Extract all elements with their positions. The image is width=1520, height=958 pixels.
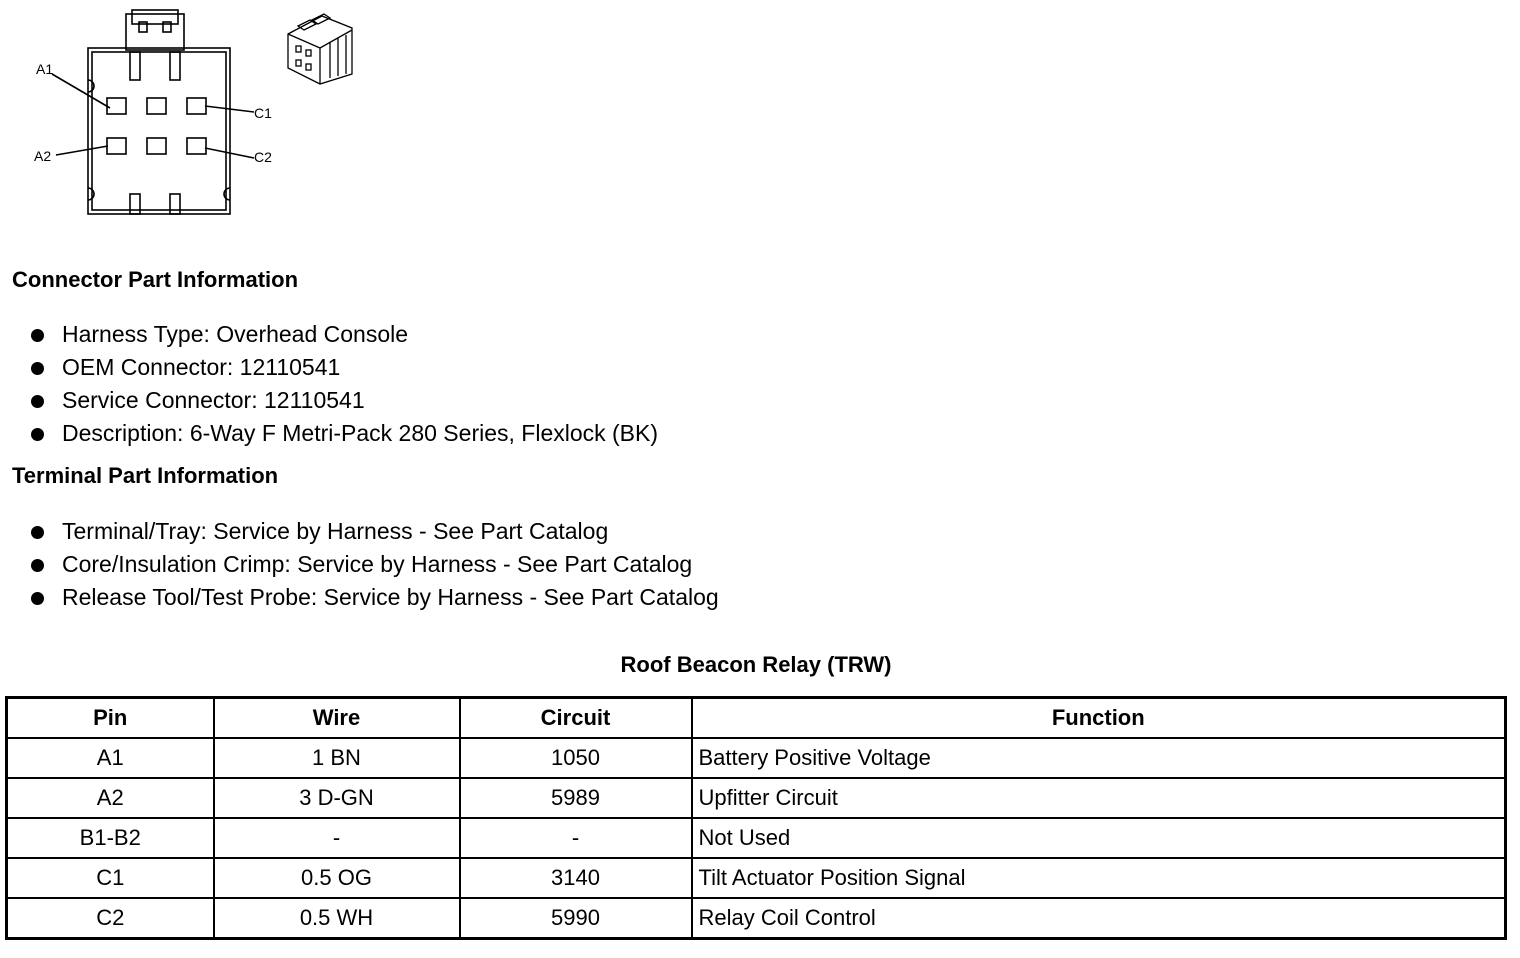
table-row: [7, 858, 1506, 898]
circuit-cell: 1050: [460, 738, 692, 778]
pin-cell: C2: [7, 898, 214, 939]
list-item: Terminal/Tray: Service by Harness - See Part Catalog: [30, 515, 719, 548]
label-c1: C1: [254, 105, 272, 121]
header-function: Function: [692, 698, 1506, 739]
label-a2: A2: [34, 148, 52, 164]
circuit-cell: 5989: [460, 778, 692, 818]
header-wire: Wire: [214, 698, 460, 739]
list-item: Release Tool/Test Probe: Service by Harness - See Part Catalog: [30, 581, 719, 614]
terminal-part-info-list: [30, 515, 719, 614]
cavity-b1: [147, 98, 166, 114]
table-row: [7, 818, 1506, 858]
function-cell: Tilt Actuator Position Signal: [692, 858, 1506, 898]
terminal-part-info-heading: Terminal Part Information: [12, 463, 279, 488]
list-item: Description: 6-Way F Metri-Pack 280 Series, Flexlock (BK): [30, 417, 658, 450]
connector-part-info-list: [30, 318, 658, 450]
wire-cell: 0.5 WH: [214, 898, 460, 939]
function-cell: Relay Coil Control: [692, 898, 1506, 939]
cavity-a1: [107, 98, 126, 114]
table-header-row: [7, 698, 1506, 739]
header-circuit: Circuit: [460, 698, 692, 739]
pin-cell: A2: [7, 778, 214, 818]
function-cell: Upfitter Circuit: [692, 778, 1506, 818]
connector-face-diagram: [28, 8, 278, 220]
list-item: Service Connector: 12110541: [30, 384, 658, 417]
pin-cell: B1-B2: [7, 818, 214, 858]
wire-cell: 3 D-GN: [214, 778, 460, 818]
cavity-c1: [187, 98, 206, 114]
cavity-b2: [147, 138, 166, 154]
connector-part-info-heading: Connector Part Information: [12, 267, 299, 292]
circuit-cell: 3140: [460, 858, 692, 898]
function-cell: Not Used: [692, 818, 1506, 858]
label-a1: A1: [36, 61, 54, 77]
table-row: [7, 778, 1506, 818]
table-title: Roof Beacon Relay (TRW): [620, 652, 892, 677]
wire-cell: 1 BN: [214, 738, 460, 778]
wire-cell: -: [214, 818, 460, 858]
connector-isometric-icon: [282, 8, 358, 86]
pin-cell: C1: [7, 858, 214, 898]
label-c2: C2: [254, 149, 272, 165]
cavity-c2: [187, 138, 206, 154]
wire-cell: 0.5 OG: [214, 858, 460, 898]
pinout-table: [5, 696, 1507, 940]
circuit-cell: -: [460, 818, 692, 858]
function-cell: Battery Positive Voltage: [692, 738, 1506, 778]
pin-cell: A1: [7, 738, 214, 778]
list-item: OEM Connector: 12110541: [30, 351, 658, 384]
list-item: Core/Insulation Crimp: Service by Harness - See Part Catalog: [30, 548, 719, 581]
table-row: [7, 898, 1506, 939]
list-item: Harness Type: Overhead Console: [30, 318, 658, 351]
table-row: [7, 738, 1506, 778]
cavity-a2: [107, 138, 126, 154]
circuit-cell: 5990: [460, 898, 692, 939]
header-pin: Pin: [7, 698, 214, 739]
